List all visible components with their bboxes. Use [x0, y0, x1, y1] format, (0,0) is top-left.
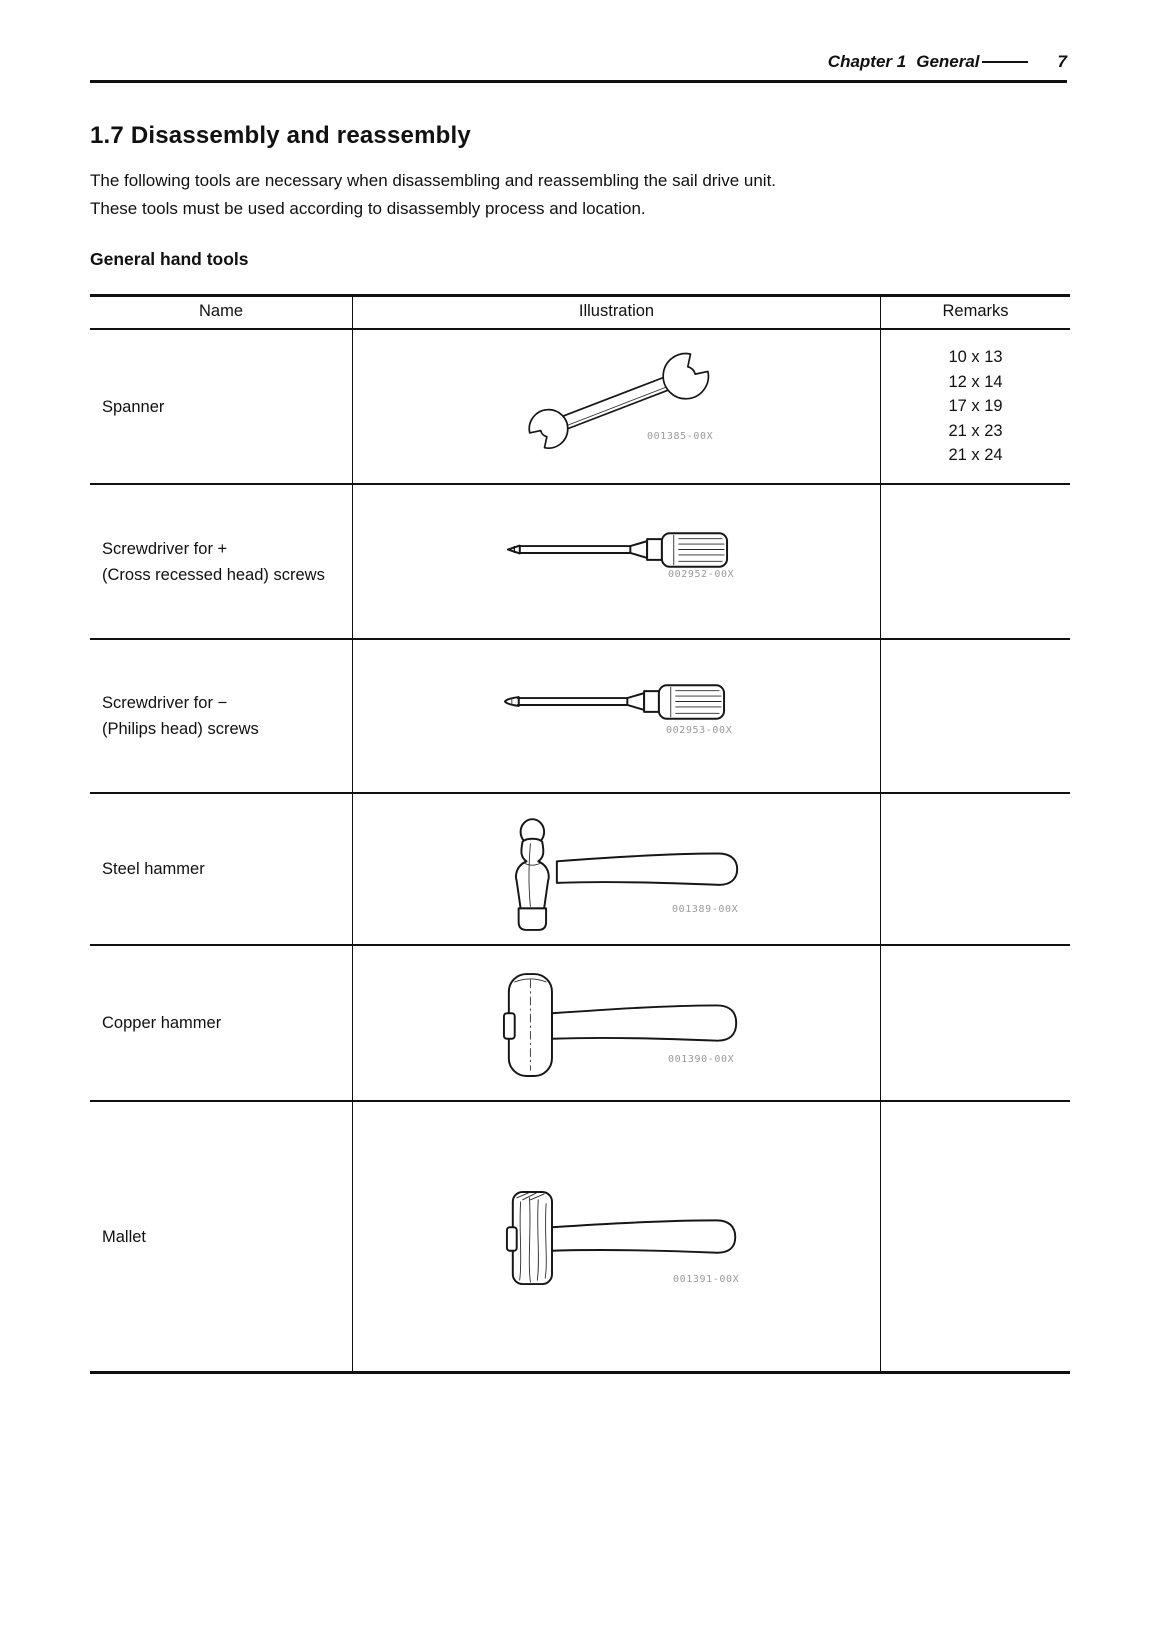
table-row	[90, 330, 1070, 485]
part-code: 001389-00X	[672, 904, 739, 915]
table-row	[90, 794, 1070, 946]
tool-name-cell	[90, 946, 352, 1100]
part-code: 002953-00X	[666, 725, 733, 736]
illustration-cell	[352, 794, 881, 944]
tool-name: Spanner	[102, 397, 165, 416]
intro-line: The following tools are necessary when disassembling and reassembling the sail drive unit.	[90, 171, 777, 190]
column-header-name: Name	[198, 302, 243, 320]
part-code: 002952-00X	[668, 569, 735, 580]
remarks-cell	[881, 330, 1070, 483]
remarks-cell	[881, 1102, 1070, 1371]
part-code: 001390-00X	[668, 1054, 735, 1065]
tool-name: Copper hammer	[102, 1014, 222, 1032]
table-row	[90, 485, 1070, 640]
illustration-cell	[352, 330, 881, 483]
tool-name: Steel hammer	[102, 860, 205, 878]
tool-name: (Philips head) screws	[102, 720, 259, 738]
section-title: 1.7 Disassembly and reassembly	[90, 122, 471, 149]
header-section-label: General	[916, 52, 980, 71]
column-header-illustration: Illustration	[352, 297, 881, 328]
tool-name: Mallet	[102, 1227, 147, 1246]
tool-name-cell	[90, 1102, 352, 1371]
illustration-cell	[352, 485, 881, 638]
illustration-cell	[352, 946, 881, 1100]
header-rule	[90, 80, 1067, 83]
remark-line: 17 x 19	[948, 397, 1003, 416]
remark-line: 10 x 13	[948, 348, 1003, 367]
part-code: 001385-00X	[647, 431, 714, 442]
steel-hammer-icon	[501, 818, 746, 936]
table-row	[90, 640, 1070, 794]
tool-name-cell	[90, 330, 352, 483]
remark-line: 12 x 14	[948, 372, 1003, 391]
general-hand-tools-table	[90, 294, 1070, 1374]
spanner-icon	[513, 346, 723, 459]
tool-name-cell	[90, 794, 352, 944]
tool-name-cell	[90, 485, 352, 638]
column-header-remarks: Remarks	[942, 302, 1009, 320]
tool-name: (Cross recessed head) screws	[102, 565, 325, 584]
table-title: General hand tools	[90, 249, 249, 269]
illustration-cell	[352, 640, 881, 792]
tool-name-cell	[90, 640, 352, 792]
remarks-cell	[881, 640, 1070, 792]
header-dash	[982, 61, 1028, 64]
page-number: 7	[1057, 52, 1067, 71]
page-header	[90, 52, 1067, 72]
tool-name: Screwdriver for −	[102, 694, 228, 712]
remarks-cell	[881, 794, 1070, 944]
remarks-cell	[881, 946, 1070, 1100]
table-row	[90, 1102, 1070, 1371]
intro-line: These tools must be used according to disassembly process and location.	[90, 199, 646, 218]
flat-screwdriver-icon	[501, 674, 728, 730]
part-code: 001391-00X	[673, 1274, 740, 1285]
illustration-cell	[352, 1102, 881, 1371]
remarks-cell	[881, 485, 1070, 638]
chapter-label: Chapter 1	[827, 52, 907, 71]
remark-line: 21 x 24	[948, 446, 1003, 465]
remark-line: 21 x 23	[948, 421, 1003, 440]
table-row	[90, 946, 1070, 1102]
intro-paragraph	[90, 167, 776, 223]
tool-name: Screwdriver for +	[102, 539, 228, 558]
table-header-row	[90, 297, 1070, 330]
